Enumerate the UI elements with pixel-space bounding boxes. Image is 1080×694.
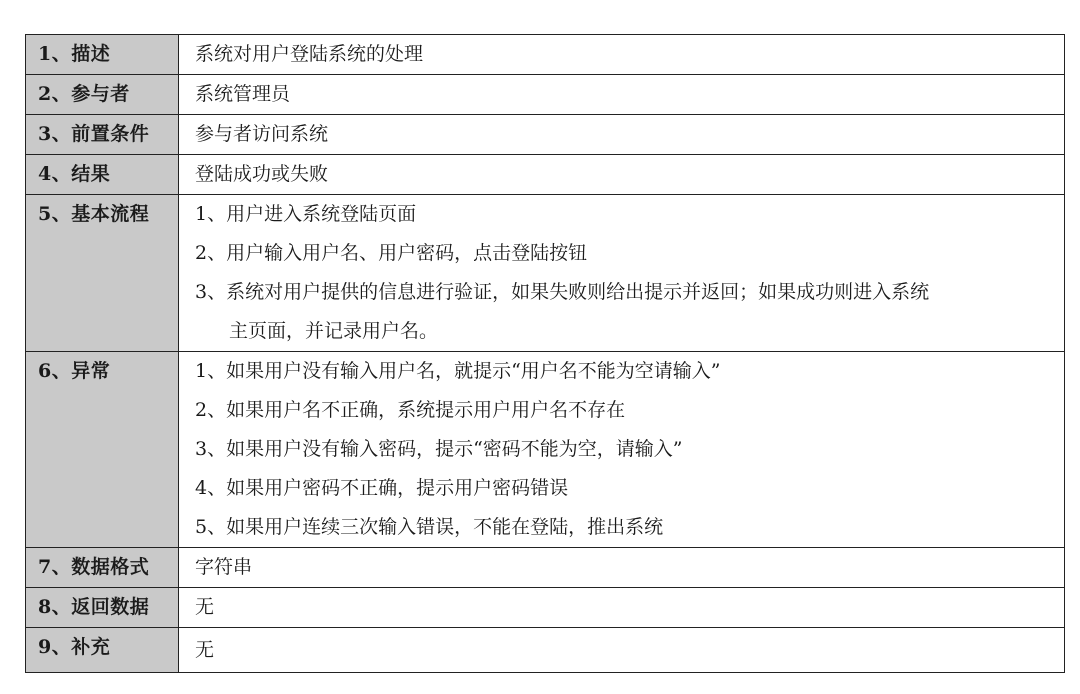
row-key: 3、前置条件 — [26, 115, 179, 155]
flow-step: 1、用户进入系统登陆页面 — [195, 203, 417, 225]
row-value: 参与者访问系统 — [179, 115, 1065, 155]
row-key: 7、数据格式 — [26, 548, 179, 588]
row-value — [179, 195, 1065, 352]
row-value: 系统对用户登陆系统的处理 — [179, 35, 1065, 75]
exception-item: 4、如果用户密码不正确，提示用户密码错误 — [195, 477, 569, 499]
row-value: 登陆成功或失败 — [179, 155, 1065, 195]
table-row-description — [26, 35, 1065, 75]
row-key: 1、描述 — [26, 35, 179, 75]
row-key: 4、结果 — [26, 155, 179, 195]
table-row-exceptions — [26, 352, 1065, 548]
row-value: 无 — [179, 588, 1065, 628]
table-row-precondition — [26, 115, 1065, 155]
row-key: 2、参与者 — [26, 75, 179, 115]
table-row-actor — [26, 75, 1065, 115]
exception-item: 2、如果用户名不正确，系统提示用户用户名不存在 — [195, 399, 626, 421]
flow-step-continuation: 主页面，并记录用户名。 — [229, 320, 439, 342]
exception-item: 1、如果用户没有输入用户名，就提示“用户名不能为空请输入” — [195, 360, 721, 382]
row-value — [179, 352, 1065, 548]
row-key: 5、基本流程 — [26, 195, 179, 352]
table-row-basic-flow — [26, 195, 1065, 352]
row-value: 字符串 — [179, 548, 1065, 588]
row-key: 8、返回数据 — [26, 588, 179, 628]
row-key: 6、异常 — [26, 352, 179, 548]
row-value: 无 — [179, 628, 1065, 673]
exception-item: 5、如果用户连续三次输入错误，不能在登陆，推出系统 — [195, 516, 664, 538]
use-case-table — [25, 34, 1065, 673]
flow-step: 3、系统对用户提供的信息进行验证，如果失败则给出提示并返回；如果成功则进入系统 — [195, 281, 930, 303]
table-row-result — [26, 155, 1065, 195]
table-row-data-format — [26, 548, 1065, 588]
row-key: 9、补充 — [26, 628, 179, 673]
flow-step: 2、用户输入用户名、用户密码，点击登陆按钮 — [195, 242, 588, 264]
exception-item: 3、如果用户没有输入密码，提示“密码不能为空，请输入” — [195, 438, 683, 460]
row-value: 系统管理员 — [179, 75, 1065, 115]
table-row-supplement — [26, 628, 1065, 673]
table-row-return-data — [26, 588, 1065, 628]
